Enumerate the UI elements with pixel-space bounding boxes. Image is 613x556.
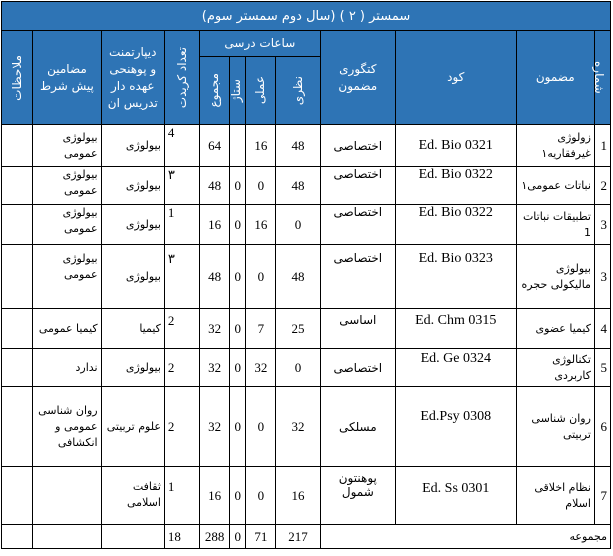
row-theory: 48	[276, 245, 320, 309]
header-credits: تعداد کریدت	[164, 31, 199, 125]
row-department: بیولوژی	[101, 125, 164, 167]
row-prerequisite: بیولوژی عمومی	[33, 205, 101, 245]
row-theory: 48	[276, 167, 320, 205]
row-theory: 32	[276, 387, 320, 467]
row-number: 4	[594, 309, 610, 349]
row-category: اختصاصی	[320, 349, 395, 387]
row-code: Ed. Ge 0324	[395, 349, 516, 387]
row-prerequisite: ندارد	[33, 349, 101, 387]
header-practical: عملی	[246, 57, 276, 125]
table-row	[2, 125, 611, 167]
row-category: پوهنتون شمول	[320, 467, 395, 525]
row-practical: 0	[246, 245, 276, 309]
row-prerequisite: بیولوژی عمومی	[33, 167, 101, 205]
row-subject: تکنالوژی کاربردی	[516, 349, 594, 387]
row-department: بیولوژی	[101, 205, 164, 245]
row-total: 32	[200, 387, 230, 467]
header-seminar: ستاژ	[230, 57, 246, 125]
totals-label: مجموعه	[320, 525, 610, 549]
row-total: 32	[200, 349, 230, 387]
row-prerequisite: کیمیا عمومی	[33, 309, 101, 349]
row-department: علوم تربیتی	[101, 387, 164, 467]
row-department: ثقافت اسلامی	[101, 467, 164, 525]
totals-department-empty	[101, 525, 164, 549]
table-title: سمستر ( ۲ ) (سال دوم سمستر سوم)	[2, 2, 611, 31]
row-seminar: 0	[230, 167, 246, 205]
row-subject: کیمیا عضوی	[516, 309, 594, 349]
row-practical: 0	[246, 167, 276, 205]
table-row	[2, 205, 611, 245]
header-code: کود	[395, 31, 516, 125]
row-seminar: 0	[230, 245, 246, 309]
row-number: 3	[594, 245, 610, 309]
row-total: 48	[200, 167, 230, 205]
row-department: کیمیا	[101, 309, 164, 349]
row-prerequisite	[33, 467, 101, 525]
row-prerequisite: روان شناسی عمومی و انکشافی	[33, 387, 101, 467]
row-total: 16	[200, 467, 230, 525]
row-prerequisite: بیولوژی عمومی	[33, 125, 101, 167]
row-notes	[2, 167, 33, 205]
table-row	[2, 349, 611, 387]
curriculum-table	[1, 1, 611, 549]
row-seminar	[230, 125, 246, 167]
header-number: شماره	[594, 31, 610, 125]
row-notes	[2, 387, 33, 467]
row-code: Ed.Psy 0308	[395, 387, 516, 467]
row-number: 3	[594, 205, 610, 245]
row-subject: بیولوژی مالیکولی حجره	[516, 245, 594, 309]
row-credits: 1	[164, 467, 199, 525]
row-total: 48	[200, 245, 230, 309]
row-seminar: 0	[230, 349, 246, 387]
row-seminar: 0	[230, 467, 246, 525]
row-subject: تطبیقات نباتات 1	[516, 205, 594, 245]
totals-theory: 217	[276, 525, 320, 549]
header-notes: ملاحظات	[2, 31, 33, 125]
row-credits: 4	[164, 125, 199, 167]
table-row	[2, 387, 611, 467]
row-credits: ۳	[164, 245, 199, 309]
row-practical: 32	[246, 349, 276, 387]
row-theory: 0	[276, 205, 320, 245]
totals-prerequisite-empty	[33, 525, 101, 549]
row-subject: نظام اخلاقی اسلام	[516, 467, 594, 525]
row-category: اختصاصی	[320, 167, 395, 205]
row-department: بیولوژی	[101, 167, 164, 205]
row-code: Ed. Bio 0321	[395, 125, 516, 167]
row-credits: 2	[164, 387, 199, 467]
row-seminar: 0	[230, 387, 246, 467]
row-theory: 25	[276, 309, 320, 349]
row-code: Ed. Bio 0322	[395, 205, 516, 245]
row-subject: روان شناسی تربیتی	[516, 387, 594, 467]
header-department: دیپارتمنت و پوهنحی عهده دار تدریس ان	[101, 31, 164, 125]
table-row	[2, 245, 611, 309]
row-seminar: 0	[230, 205, 246, 245]
row-subject: زولوژی غیرفقاریه۱	[516, 125, 594, 167]
row-theory: 16	[276, 467, 320, 525]
row-number: 1	[594, 125, 610, 167]
row-category: اختصاصی	[320, 245, 395, 309]
totals-credits: 18	[164, 525, 199, 549]
row-credits: 1	[164, 205, 199, 245]
row-category: اختصاصی	[320, 205, 395, 245]
row-notes	[2, 245, 33, 309]
table-row	[2, 167, 611, 205]
table-row	[2, 467, 611, 525]
row-credits: 2	[164, 309, 199, 349]
row-credits: ۳	[164, 167, 199, 205]
row-number: 2	[594, 167, 610, 205]
row-code: Ed. Chm 0315	[395, 309, 516, 349]
row-theory: 0	[276, 349, 320, 387]
header-category: کتگوری مضمون	[320, 31, 395, 125]
row-practical: 16	[246, 205, 276, 245]
totals-seminar: 0	[230, 525, 246, 549]
row-theory: 48	[276, 125, 320, 167]
totals-practical: 71	[246, 525, 276, 549]
row-category: مسلکی	[320, 387, 395, 467]
row-code: Ed. Bio 0323	[395, 245, 516, 309]
row-department: بیولوژی	[101, 349, 164, 387]
row-notes	[2, 125, 33, 167]
row-total: 32	[200, 309, 230, 349]
row-prerequisite: بیولوژی عمومی	[33, 245, 101, 309]
row-seminar: 0	[230, 309, 246, 349]
header-total: مجموع	[200, 57, 230, 125]
header-theory: نظری	[276, 57, 320, 125]
row-credits: 2	[164, 349, 199, 387]
table-row	[2, 309, 611, 349]
row-practical: 7	[246, 309, 276, 349]
totals-row	[2, 525, 611, 549]
row-number: 6	[594, 387, 610, 467]
row-number: 5	[594, 349, 610, 387]
row-code: Ed. Bio 0322	[395, 167, 516, 205]
row-department: بیولوژی	[101, 245, 164, 309]
row-notes	[2, 467, 33, 525]
row-category: اختصاصی	[320, 125, 395, 167]
row-notes	[2, 349, 33, 387]
row-notes	[2, 205, 33, 245]
row-code: Ed. Ss 0301	[395, 467, 516, 525]
row-number: 7	[594, 467, 610, 525]
header-hours-group: ساعات درسی	[200, 31, 321, 57]
totals-notes-empty	[2, 525, 33, 549]
header-prerequisite: مضامین پیش شرط	[33, 31, 101, 125]
row-notes	[2, 309, 33, 349]
row-total: 64	[200, 125, 230, 167]
row-practical: 0	[246, 387, 276, 467]
row-total: 16	[200, 205, 230, 245]
row-practical: 16	[246, 125, 276, 167]
header-subject: مضمون	[516, 31, 594, 125]
totals-total: 288	[200, 525, 230, 549]
row-category: اساسی	[320, 309, 395, 349]
row-practical: 0	[246, 467, 276, 525]
row-subject: نباتات عمومی۱	[516, 167, 594, 205]
